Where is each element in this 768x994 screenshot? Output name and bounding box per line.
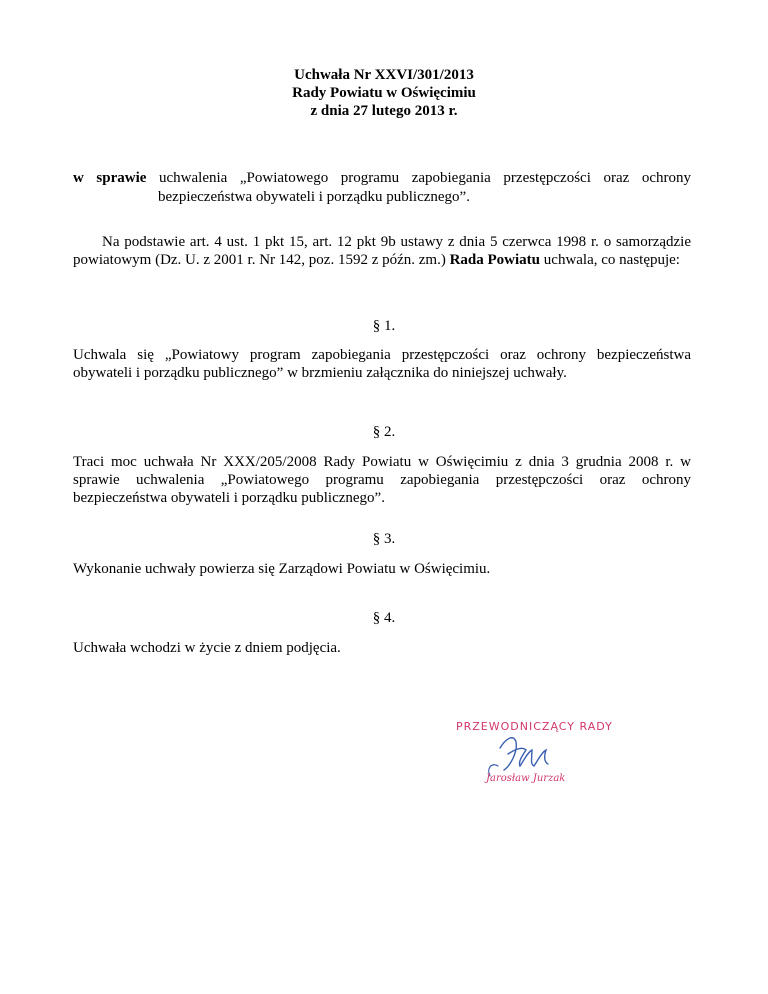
section-1-text: Uchwala się „Powiatowy program zapobiegania przestępczości oraz ochrony bezpieczeństwa obywateli i porządku publicznego” w brzmieniu załącznika do niniejszej uchwały. — [73, 347, 691, 381]
section-3-text: Wykonanie uchwały powierza się Zarządowi Powiatu w Oświęcimiu. — [73, 561, 491, 577]
section-4-mark: § 4. — [372, 610, 396, 626]
signature-graphic — [456, 720, 636, 800]
section-2-mark: § 2. — [372, 424, 396, 440]
resolution-council: Rady Powiatu w Oświęcimiu — [292, 85, 476, 101]
preamble — [73, 233, 691, 269]
preamble-text: Na podstawie art. 4 ust. 1 pkt 15, art. 12 pkt 9b ustawy z dnia 5 czerwca 1998 r. o samorządzie powiatowym (Dz. U. z 2001 r. Nr 142, poz. 1592 z późn. zm.) — [73, 234, 691, 268]
subject-lead: w sprawie — [73, 170, 147, 186]
section-2-text: Traci moc uchwała Nr XXX/205/2008 Rady Powiatu w Oświęcimiu z dnia 3 grudnia 2008 r. w sprawie uchwalenia „Powiatowego programu zapobiegania przestępczości oraz ochrony bezpieczeństwa obywateli i porządku publicznego”. — [73, 454, 691, 506]
section-3-mark: § 3. — [372, 531, 396, 547]
resolution-header — [0, 66, 768, 120]
resolution-date: z dnia 27 lutego 2013 r. — [310, 103, 458, 119]
subject-line-2: bezpieczeństwa obywateli i porządku publicznego”. — [158, 189, 470, 205]
section-4-text: Uchwała wchodzi w życie z dniem podjęcia. — [73, 640, 341, 656]
stamp-title: PRZEWODNICZĄCY RADY — [456, 720, 613, 733]
subject-text-1: uchwalenia „Powiatowego programu zapobiegania przestępczości oraz ochrony — [146, 170, 692, 186]
section-1-mark: § 1. — [372, 318, 396, 334]
preamble-bold: Rada Powiatu — [449, 252, 541, 268]
stamp-name: Jarosław Jurzak — [486, 773, 566, 784]
preamble-tail: uchwala, co następuje: — [540, 252, 680, 268]
subject-line-1 — [73, 169, 691, 188]
chairman-stamp — [456, 720, 636, 800]
resolution-number: Uchwała Nr XXVI/301/2013 — [294, 67, 474, 83]
